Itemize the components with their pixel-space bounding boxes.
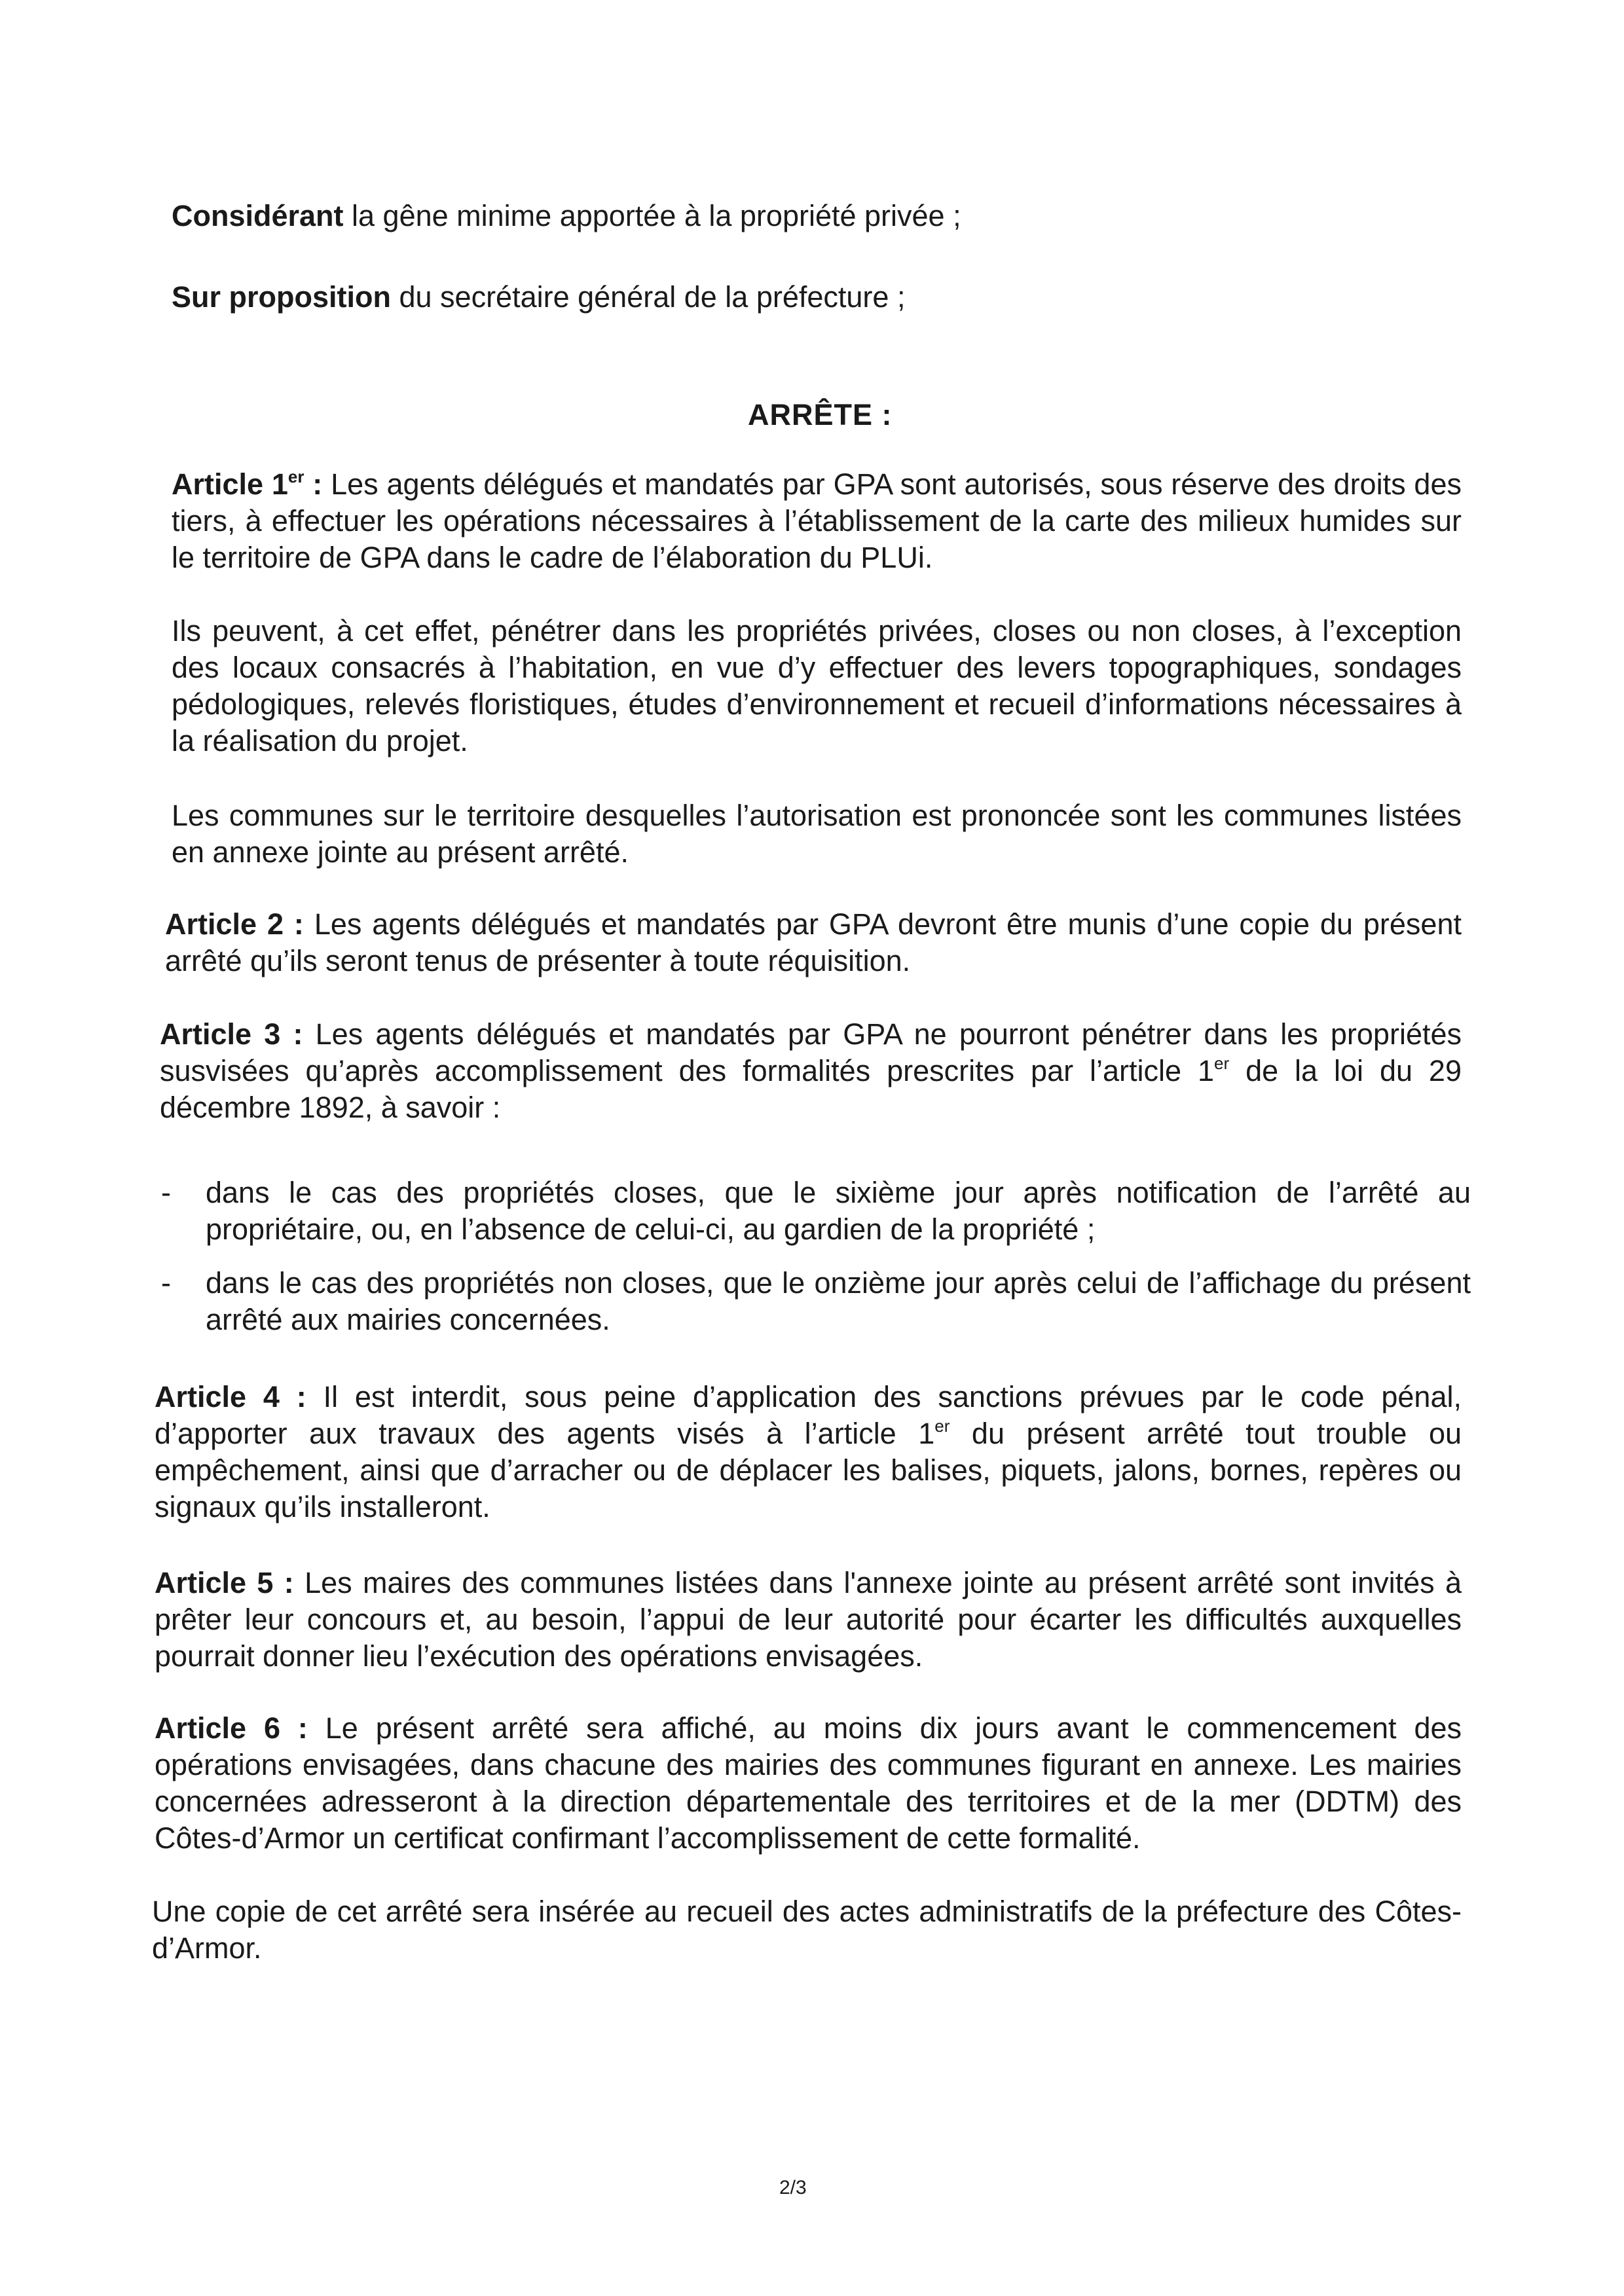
article-1-paragraph-3: Les communes sur le territoire desquelles l’autorisation est prononcée sont les communes listées en annexe jointe au présent arrêté.: [172, 799, 1462, 869]
bullet-dash: -: [161, 1176, 171, 1209]
proposition-label: Sur proposition: [172, 280, 391, 314]
article-1-text: Les agents délégués et mandatés par GPA sont autorisés, sous réserve des droits des tiers, à effectuer les opérations nécessaires à l’établissement de la carte des milieux humides sur le territoire de GPA dans le cadre de l’élaboration du PLUi.: [172, 467, 1462, 574]
arrete-title: ARRÊTE :: [748, 398, 893, 431]
article-1-paragraph: [172, 466, 1462, 576]
page-number: 2/3: [779, 2177, 807, 2198]
article-5-label: Article 5 :: [155, 1566, 294, 1599]
bullet-text: dans le cas des propriétés closes, que le sixième jour après notification de l’arrêté au propriétaire, ou, en l’absence de celui-ci, au gardien de la propriété ;: [206, 1176, 1471, 1246]
document-page: [152, 0, 1471, 2296]
considerant-paragraph: [172, 198, 1462, 234]
closing-paragraph: Une copie de cet arrêté sera insérée au recueil des actes administratifs de la préfecture des Côtes-d’Armor.: [152, 1895, 1462, 1965]
article-5-paragraph: [155, 1565, 1462, 1675]
article-4-label: Article 4 :: [155, 1380, 306, 1413]
article-2-text: Les agents délégués et mandatés par GPA devront être munis d’une copie du présent arrêté qu’ils seront tenus de présenter à toute réquisition.: [165, 907, 1462, 977]
considerant-text: la gêne minime apportée à la propriété privée ;: [343, 199, 961, 232]
article-3-label: Article 3 :: [160, 1017, 303, 1051]
bullet-text: dans le cas des propriétés non closes, que le onzième jour après celui de l’affichage du présent arrêté aux mairies concernées.: [206, 1266, 1471, 1336]
article-2-paragraph: [165, 906, 1462, 979]
article-5-text: Les maires des communes listées dans l'annexe jointe au présent arrêté sont invités à prêter leur concours et, au besoin, l’appui de leur autorité pour écarter les difficultés auxquelles pourrait donner lieu l’exécution des opérations envisagées.: [155, 1566, 1462, 1673]
article-1-paragraph-2: Ils peuvent, à cet effet, pénétrer dans les propriétés privées, closes ou non closes, à l’exception des locaux consacrés à l’habitation, en vue d’y effectuer des levers topographiques, sondages pédologiques, relevés floristiques, études d’environnement et recueil d’informations nécessaires à la réalisation du projet.: [172, 614, 1462, 757]
article-4-paragraph: Article 4 : Il est interdit, sous peine d’application des sanctions prévues par le code pénal, d’apporter aux travaux des agents visés à l’article 1er du présent arrêté tout trouble ou empêchement, ainsi que d’arracher ou de déplacer les balises, piquets, jalons, bornes, repères ou signaux qu’ils installeront.: [155, 1380, 1462, 1523]
proposition-paragraph: [172, 279, 1462, 316]
bullet-dash: -: [161, 1266, 171, 1300]
article-1-label: Article 1er :: [172, 467, 323, 501]
article-3-paragraph: Article 3 : Les agents délégués et mandatés par GPA ne pourront pénétrer dans les propriétés susvisées qu’après accomplissement des formalités prescrites par l’article 1er de la loi du 29 décembre 1892, à savoir :: [160, 1017, 1462, 1124]
article-3-bullet-1: [161, 1175, 1471, 1248]
article-6-text: Le présent arrêté sera affiché, au moins dix jours avant le commencement des opérations envisagées, dans chacune des mairies des communes figurant en annexe. Les mairies concernées adresseront à la direction départementale des territoires et de la mer (DDTM) des Côtes-d’Armor un certificat confirmant l’accomplissement de cette formalité.: [155, 1711, 1462, 1855]
article-2-label: Article 2 :: [165, 907, 304, 941]
article-6-label: Article 6 :: [155, 1711, 308, 1745]
article-6-paragraph: [155, 1710, 1462, 1857]
considerant-label: Considérant: [172, 199, 344, 232]
article-3-bullet-2: [161, 1265, 1471, 1338]
proposition-text: du secrétaire général de la préfecture ;: [390, 280, 906, 314]
